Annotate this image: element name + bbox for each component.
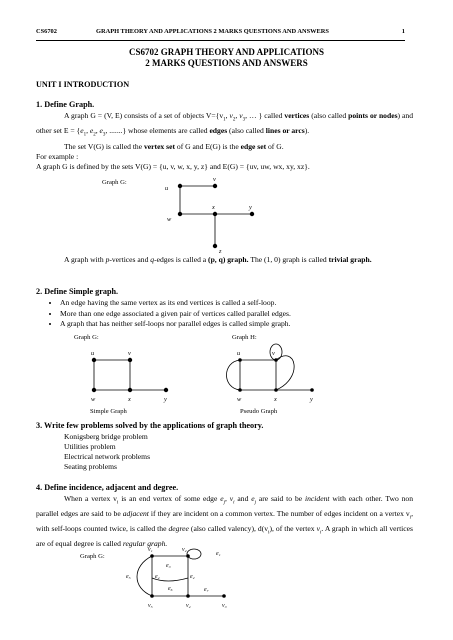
parallel-edge-uw (227, 360, 241, 390)
q3-item-1: Konigsberg bridge problem (64, 432, 148, 441)
vertex-w (238, 388, 242, 392)
label-y: y (310, 396, 313, 403)
label-w: w (237, 396, 242, 403)
q1-pq-q: q (150, 255, 155, 264)
self-loop-v2 (187, 549, 201, 559)
vertex-v3 (222, 594, 226, 598)
label-u: u (237, 350, 241, 357)
q1-pq-term: (p, q) graph. (208, 255, 249, 264)
label-v2: v₂ (182, 547, 187, 553)
vertex-v1 (150, 554, 154, 558)
q4-line-3: number of edges incident on a vertex v (290, 508, 410, 518)
doc-title-line1: CS6702 GRAPH THEORY AND APPLICATIONS (128, 47, 325, 57)
q3-item-3: Electrical network problems (64, 452, 151, 461)
q1-graph-label: Graph G: (102, 179, 127, 186)
q1-term-arcs: or arcs (282, 125, 305, 135)
label-x: x (212, 204, 215, 211)
edge-vx-curve (276, 356, 294, 390)
vertex-y (310, 388, 314, 392)
q1-pq-graph (36, 255, 413, 265)
vertex-u (92, 358, 96, 362)
q2-graph-h-label: Graph H: (232, 334, 257, 341)
label-e5: e₅ (126, 574, 131, 580)
q4-definition: When a vertex $v_i$ is an end vertex of some edge $e_j$, $v_i$ and $e_j$ are said to be incident with each other. Two non parallel edges are said to be adjacent if they are incident on a common vertex. The number of edges incident on a vertex $v_i$, with self-loops counted twice, is called the degree (also called valency), $d(v_i)$, of the vertex $v_i$. A graph in which all vertices are of equal degree is called regular graph. (36, 494, 414, 548)
q1-graph-g (178, 184, 254, 248)
label-e3: e₃ (166, 563, 171, 569)
q2-caption-simple: Simple Graph (90, 408, 127, 415)
vertex-y (164, 388, 168, 392)
q4-line-2: other. Two non parallel edges are said to be (36, 494, 414, 518)
q2-heading: 2. Define Simple graph. (36, 287, 119, 296)
q1-pq-e: -edges is called a (154, 255, 209, 264)
q2-bullet-1: • An edge having the same vertex as its end vertices is called a self-loop. (60, 298, 291, 309)
unit-heading: UNIT I INTRODUCTION (36, 80, 130, 89)
vertex-v5 (150, 594, 154, 598)
header-page-number: 1 (401, 28, 405, 35)
vertex-v (128, 358, 132, 362)
label-v4: v₄ (186, 603, 191, 609)
label-x: x (274, 396, 277, 403)
label-e6: e₆ (168, 586, 173, 592)
q3-item-2: Utilities problem (64, 442, 116, 451)
label-v: v (272, 350, 275, 357)
vertex-v2 (186, 554, 190, 558)
doc-title-line2: 2 MARKS QUESTIONS AND ANSWERS (145, 58, 308, 68)
label-e1: e₁ (216, 551, 221, 557)
vertex-v4 (186, 594, 190, 598)
q1-pq-g: The (1, 0) graph is called (248, 255, 329, 264)
vertex-u (178, 184, 182, 188)
label-x: x (128, 396, 131, 403)
label-v5: v₅ (148, 603, 153, 609)
q1-term-edge-set: edge set (240, 142, 267, 151)
label-e2: e₂ (190, 574, 195, 580)
vertex-x (274, 388, 278, 392)
label-y: y (164, 396, 167, 403)
q1-heading: 1. Define Graph. (36, 100, 95, 109)
q1-term-edges: edges (209, 125, 228, 135)
q1-def-start: A graph G = (V, E) consists of a set of objects V={v (64, 111, 224, 120)
q1-sets-c: of G. (266, 142, 284, 151)
q2-bullet-2: • More than one edge associated a given pair of vertices called parallel edges. (60, 309, 291, 320)
label-y: y (249, 204, 252, 211)
label-e4: e₄ (155, 574, 160, 580)
q1-example: For example : (36, 152, 79, 161)
vertex-v (274, 358, 278, 362)
vertex-y (250, 212, 254, 216)
q1-term-vertex-set: vertex set (144, 142, 175, 151)
q1-sets-b: of G and E(G) is the (175, 142, 241, 151)
q4-graph-g (137, 549, 224, 596)
q1-example-sets: A graph G is defined by the sets V(G) = {u, v, w, x, y, z} and E(G) = {uv, uw, wx, xy, xz}. (36, 162, 310, 171)
q2-bullet-3: • A graph that has neither self-loops nor parallel edges is called simple graph. (60, 319, 291, 330)
label-u: u (165, 185, 169, 192)
q1-sets-a: The set V(G) is called the (64, 142, 144, 151)
q1-definition: A graph G = (V, E) consists of a set of objects $V=\{v_1$, $v_2$, $v_3$, … } called vertices (also called points or nodes) and other set $E = \{e_1$, $e_2$, $e_3$, .......} whose elements are called edges (also called lines or arcs). (36, 111, 414, 138)
edge-e5-curve (137, 556, 152, 596)
vertex-x (213, 212, 217, 216)
label-w: w (167, 216, 172, 223)
header-course-code: CS6702 (36, 28, 57, 35)
label-v: v (213, 176, 216, 183)
q1-term-vertices: vertices (284, 111, 310, 120)
label-e7: e₇ (204, 587, 209, 593)
q1-pq-trivial: trivial graph. (328, 255, 372, 264)
q2-bullets (46, 298, 291, 330)
q4-line-4: valency), d(v (227, 523, 269, 533)
vertex-u (238, 358, 242, 362)
q2-caption-pseudo: Pseudo Graph (240, 408, 278, 415)
q4-line-1: When a vertex v (64, 494, 117, 503)
label-v: v (128, 350, 131, 357)
label-u: u (91, 350, 95, 357)
q1-pq-a: A graph with (64, 255, 106, 264)
vertex-x (128, 388, 132, 392)
q3-item-4: Seating problems (64, 462, 117, 471)
vertex-v (213, 184, 217, 188)
vertex-w (178, 212, 182, 216)
q2-graph-g (92, 358, 168, 392)
q4-graph-label: Graph G: (80, 553, 105, 560)
q2-graph-g-label: Graph G: (74, 334, 99, 341)
label-v1: v₁ (148, 547, 153, 553)
q1-pq-p: p (105, 255, 110, 264)
q1-term-lines: lines (265, 125, 281, 135)
label-v3: v₃ (222, 603, 227, 609)
q1-term-points: points or nodes (348, 111, 398, 120)
label-z: z (219, 248, 222, 255)
q1-pq-c: -vertices and (109, 255, 151, 264)
q4-heading: 4. Define incidence, adjacent and degree. (36, 483, 179, 492)
label-w: w (91, 396, 96, 403)
vertex-z (213, 244, 217, 248)
q3-heading: 3. Write few problems solved by the applications of graph theory. (36, 421, 264, 430)
vertex-w (92, 388, 96, 392)
header-title: GRAPH THEORY AND APPLICATIONS 2 MARKS QUESTIONS AND ANSWERS (96, 28, 329, 35)
